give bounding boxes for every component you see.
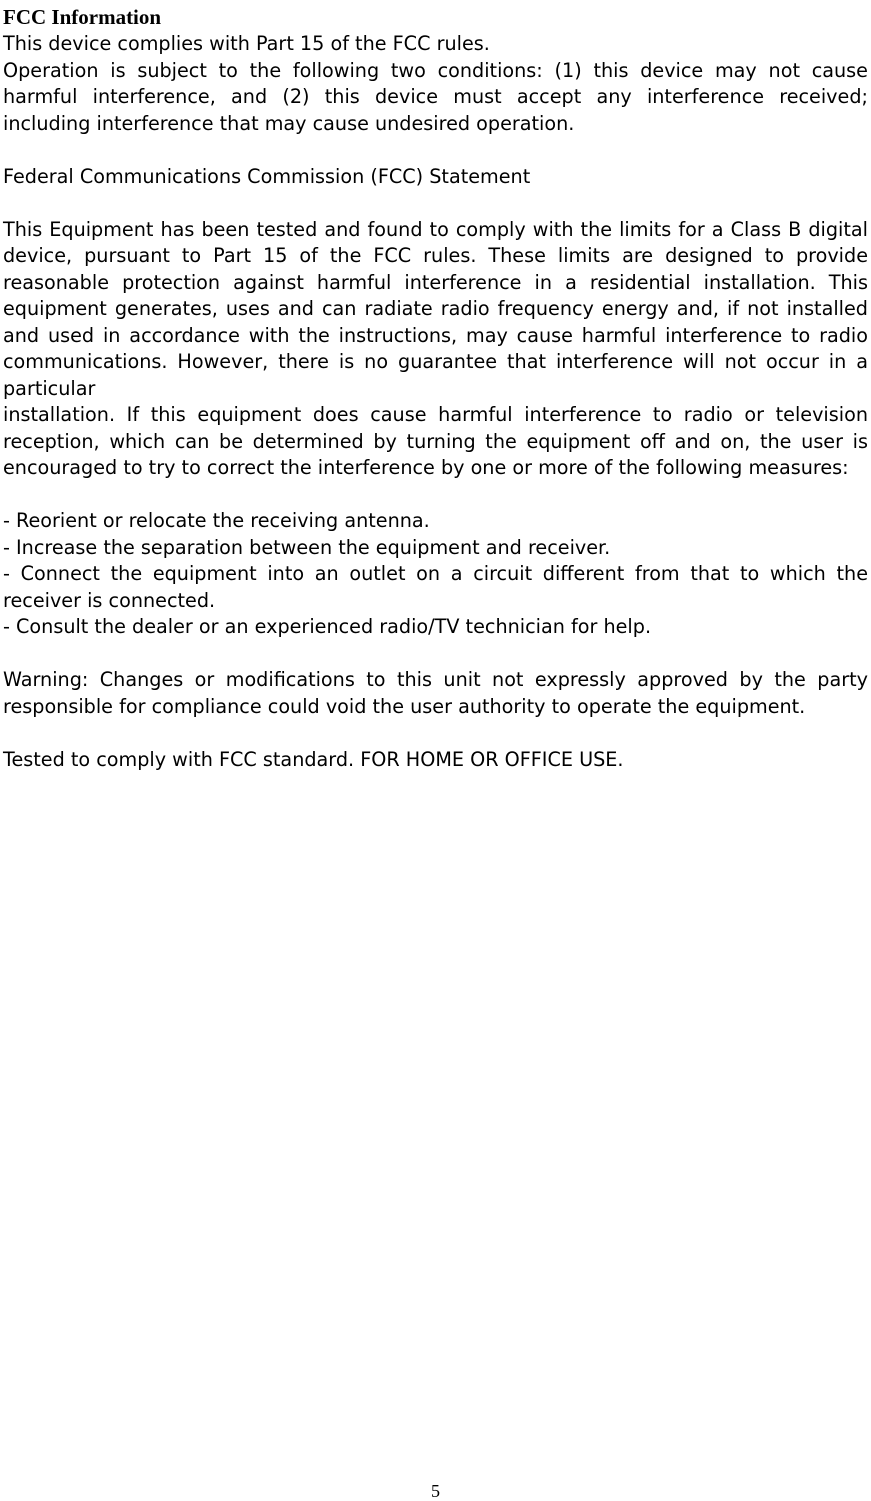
list-item: - Connect the equipment into an outlet on a circuit different from that to which the receiver is connected.: [3, 562, 868, 612]
paragraph-spacer: [3, 720, 868, 747]
list-item: - Reorient or relocate the receiving antenna.: [3, 509, 430, 532]
warning-paragraph: Warning: Changes or modifications to this unit not expressly approved by the party responsible for compliance could void the user authority to operate the equipment.: [3, 668, 868, 718]
conditions-paragraph: Operation is subject to the following two conditions: (1) this device may not cause harmful interference, and (2) this device must accept any interference received; including interference that may cause undesired operation.: [3, 58, 868, 135]
list-item: - Consult the dealer or an experienced radio/TV technician for help.: [3, 615, 652, 638]
paragraph-spacer: [3, 482, 868, 509]
equipment-paragraph-2: installation. If this equipment does cause harmful interference to radio or television reception, which can be determined by turning the equipment off and on, the user is encouraged to try to correct the interference by one or more of the following measures:: [3, 403, 868, 479]
tested-line: Tested to comply with FCC standard. FOR HOME OR OFFICE USE.: [3, 747, 624, 771]
paragraph-spacer: [3, 190, 868, 217]
page-number: 5: [431, 1481, 440, 1501]
statement-title: Federal Communications Commission (FCC) Statement: [3, 164, 531, 188]
compliance-line: This device complies with Part 15 of the FCC rules.: [3, 32, 490, 55]
equipment-paragraph-1: This Equipment has been tested and found to comply with the limits for a Class B digital device, pursuant to Part 15 of the FCC rules. These limits are designed to provide reasonable protection against harmful interference in a residential installation. This equipment generates, uses and can radiate radio frequency energy and, if not installed and used in accordance with the instructions, may cause harmful interference to radio communications. However, there is no guarantee that interference will not occur in a particular: [3, 217, 868, 400]
paragraph-spacer: [3, 641, 868, 668]
measures-list: [3, 508, 868, 641]
document-page: [3, 4, 868, 773]
list-item: - Increase the separation between the equipment and receiver.: [3, 535, 611, 559]
paragraph-spacer: [3, 137, 868, 164]
page-title: FCC Information: [3, 5, 162, 29]
